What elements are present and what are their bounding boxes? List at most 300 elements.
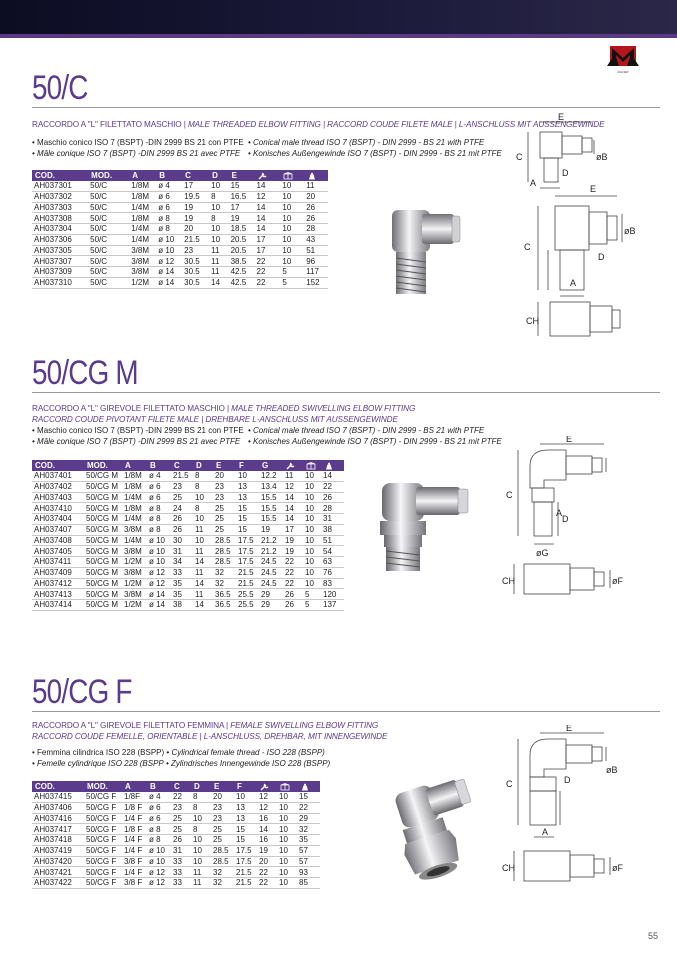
section-title: 50/C [32, 69, 88, 107]
bullet-de: • Zylindrisches Innengewinde ISO 228 (BSPP) [165, 759, 331, 768]
table-cell: 1/4M [129, 234, 156, 245]
table-row [32, 867, 320, 878]
table-cell: AH037412 [32, 578, 84, 589]
product-photo-50cgf [385, 770, 485, 882]
table-cell: 14 [193, 557, 213, 568]
table-cell: ø 10 [156, 245, 182, 256]
table-cell: 32 [297, 824, 320, 835]
column-header: F [234, 781, 257, 792]
table-cell: 10 [209, 224, 228, 235]
table-cell: ø 10 [156, 234, 182, 245]
table-cell: 31 [171, 845, 191, 856]
table-cell: 10 [191, 845, 211, 856]
table-cell: 30.5 [182, 256, 209, 267]
table-cell: ø 14 [156, 267, 182, 278]
table-cell: 51 [321, 535, 344, 546]
table-cell: 22 [283, 557, 303, 568]
table-cell: 14 [283, 514, 303, 525]
table-cell: 31 [171, 546, 193, 557]
table-cell: 26 [283, 600, 303, 611]
table-cell: 26 [283, 589, 303, 600]
table-cell: 21.5 [236, 567, 259, 578]
table-cell: ø 12 [156, 256, 182, 267]
table-cell: 8 [193, 471, 213, 481]
table-cell: AH037401 [32, 471, 84, 481]
table-cell: 1/2M [122, 557, 147, 568]
table-cell: ø 12 [147, 878, 171, 889]
description-line [32, 403, 662, 414]
table-cell: 24.5 [259, 578, 283, 589]
table-cell: 25 [171, 824, 191, 835]
table-cell: 14 [255, 224, 281, 235]
table-cell: 51 [304, 245, 328, 256]
table-cell: 38.5 [229, 256, 255, 267]
table-cell: 1/8M [129, 213, 156, 224]
bullet-fr: • Mâle conique ISO 7 (BSPT) -DIN 2999 BS 21 avec PTFE [32, 437, 241, 446]
table-cell: 10 [193, 535, 213, 546]
table-cell: 15 [229, 181, 255, 191]
column-header: E [211, 781, 234, 792]
table-row [32, 202, 328, 213]
column-header: C [182, 170, 209, 181]
table-cell: 3/8M [129, 256, 156, 267]
weight-icon [307, 172, 317, 180]
table-cell: 15 [234, 824, 257, 835]
table-cell: 50/C [88, 213, 129, 224]
table-cell: 13.4 [259, 481, 283, 492]
table-row [32, 878, 320, 889]
dim-label: D [562, 168, 569, 178]
table-cell: 25 [211, 835, 234, 846]
table-cell: 120 [321, 589, 344, 600]
table-cell: 12 [255, 191, 281, 202]
table-row [32, 267, 328, 278]
table-cell: 28 [304, 224, 328, 235]
table-cell: 137 [321, 600, 344, 611]
table-cell: 8 [209, 213, 228, 224]
bullet-it: • Maschio conico ISO 7 (BSPT) -DIN 2999 BS 21 con PTFE [32, 426, 244, 435]
table-cell: ø 8 [156, 213, 182, 224]
table-cell: 24.5 [259, 557, 283, 568]
table-cell: 10 [277, 835, 297, 846]
table-cell: 33 [171, 878, 191, 889]
table-cell: 28 [321, 503, 344, 514]
table-cell: 28.5 [213, 546, 236, 557]
table-cell: 50/CG M [84, 514, 122, 525]
table-row [32, 277, 328, 288]
table-cell: 3/8M [122, 589, 147, 600]
table-cell: AH037407 [32, 524, 84, 535]
table-row [32, 792, 320, 802]
logo-icon [605, 46, 641, 70]
table-cell: 25 [171, 813, 191, 824]
bullet-en: • Conical male thread ISO 7 (BSPT) - DIN 2999 - BS 21 with PTFE [248, 138, 485, 147]
table-cell: 85 [297, 878, 320, 889]
table-cell: AH037413 [32, 589, 84, 600]
table-cell: 10 [191, 856, 211, 867]
bullet-it: • Femmina cilindrica ISO 228 (BSPP) [32, 748, 165, 757]
table-cell: 10 [303, 481, 321, 492]
table-row [32, 213, 328, 224]
table-cell: 50/CG M [84, 557, 122, 568]
table-cell: ø 8 [156, 224, 182, 235]
table-cell: 50/CG M [84, 481, 122, 492]
table-cell: 63 [321, 557, 344, 568]
table-cell: 50/CG F [84, 867, 122, 878]
table-cell: 10 [280, 256, 304, 267]
dim-label: D [598, 252, 605, 262]
table-cell: 42.5 [229, 267, 255, 278]
table-cell: 22 [255, 277, 281, 288]
table-cell: 28.5 [213, 557, 236, 568]
column-header: MOD. [84, 781, 122, 792]
table-cell: 26 [304, 202, 328, 213]
technical-drawing-50cgm [500, 436, 650, 606]
table-cell: 20.5 [229, 245, 255, 256]
dim-label: C [524, 242, 531, 252]
table-cell: 19 [283, 535, 303, 546]
table-cell: 15 [236, 524, 259, 535]
table-cell: 10 [277, 813, 297, 824]
column-header: A [122, 781, 147, 792]
column-header: A [129, 170, 156, 181]
table-cell: 1/8M [122, 471, 147, 481]
table-cell: 22 [255, 267, 281, 278]
table-cell: 19 [182, 213, 209, 224]
table-row [32, 813, 320, 824]
column-header: B [156, 170, 182, 181]
table-cell: 23 [211, 802, 234, 813]
description-translations: MALE THREADED ELBOW FITTING | RACCORD COUDE FILETE MALE | L-ANSCHLUSS MIT AUSSENGEWINDE [187, 120, 605, 129]
dim-label: øF [612, 576, 623, 586]
table-cell: 17.5 [236, 557, 259, 568]
table-cell: 21.5 [234, 867, 257, 878]
column-header: D [209, 170, 228, 181]
table-cell: 20 [213, 471, 236, 481]
dim-label: C [506, 490, 513, 500]
table-cell: 1/8M [129, 181, 156, 191]
table-cell: 28.5 [211, 856, 234, 867]
table-cell: 22 [297, 802, 320, 813]
table-cell: 10 [303, 578, 321, 589]
table-cell: 10 [209, 181, 228, 191]
table-cell: 23 [182, 245, 209, 256]
table-cell: ø 6 [156, 202, 182, 213]
table-cell: 21.5 [236, 578, 259, 589]
table-cell: 28.5 [211, 845, 234, 856]
bullet-fr: • Mâle conique ISO 7 (BSPT) -DIN 2999 BS 21 avec PTFE [32, 149, 241, 158]
table-cell: 15 [297, 792, 320, 802]
table-cell: 21.5 [171, 471, 193, 481]
dim-label: C [516, 152, 523, 162]
section-50cgm [32, 355, 662, 393]
table-cell: 12.2 [259, 471, 283, 481]
table-cell: AH037307 [32, 256, 88, 267]
brand-logo [605, 46, 641, 74]
table-cell: 25 [213, 514, 236, 525]
table-cell: 14 [283, 492, 303, 503]
table-cell: AH037404 [32, 514, 84, 525]
table-row [32, 856, 320, 867]
table-cell: 50/CG M [84, 492, 122, 503]
table-cell: 22 [283, 578, 303, 589]
box-icon [283, 172, 293, 180]
table-cell: ø 8 [147, 835, 171, 846]
table-cell: ø 6 [156, 191, 182, 202]
column-header-wrench-icon [283, 460, 303, 471]
table-cell: 15 [236, 503, 259, 514]
table-cell: 29 [259, 589, 283, 600]
table-cell: 10 [280, 245, 304, 256]
table-cell: AH037305 [32, 245, 88, 256]
table-cell: ø 10 [147, 546, 171, 557]
dim-label: øB [606, 765, 618, 775]
table-cell: 12 [257, 792, 277, 802]
description-fr-de: RACCORD COUDE FEMELLE, ORIENTABLE | L-ANSCHLUSS, DREHBAR, MIT INNENGEWINDE [32, 732, 388, 741]
dim-label: A [556, 508, 563, 518]
table-cell: AH037303 [32, 202, 88, 213]
table-cell: 1/2M [122, 600, 147, 611]
table-cell: 17.5 [234, 845, 257, 856]
table-cell: AH037409 [32, 567, 84, 578]
technical-drawing-50c [510, 110, 650, 342]
table-cell: 22 [283, 567, 303, 578]
table-cell: AH037411 [32, 557, 84, 568]
table-cell: AH037415 [32, 792, 84, 802]
table-cell: AH037306 [32, 234, 88, 245]
table-cell: 8 [191, 824, 211, 835]
wrench-icon [260, 783, 270, 791]
table-cell: 117 [304, 267, 328, 278]
table-cell: 13 [236, 481, 259, 492]
description-line [32, 414, 662, 425]
table-cell: 10 [277, 856, 297, 867]
table-cell: 50/CG M [84, 567, 122, 578]
table-row [32, 492, 344, 503]
section-divider [32, 711, 660, 712]
wrench-icon [258, 172, 268, 180]
table-cell: 10 [193, 492, 213, 503]
table-cell: 10 [277, 792, 297, 802]
wrench-icon [286, 462, 296, 470]
section-title: 50/CG F [32, 673, 132, 711]
bullet-en: • Conical male thread ISO 7 (BSPT) - DIN 2999 - BS 21 with PTFE [248, 426, 485, 435]
dim-label: CH [502, 863, 515, 873]
brand-name: AIGNEP [617, 70, 629, 74]
table-cell: 26 [171, 524, 193, 535]
dim-label: A [530, 178, 537, 188]
table-cell: 38 [171, 600, 193, 611]
product-photo-50cgm [370, 475, 480, 575]
table-cell: 36.5 [213, 589, 236, 600]
table-row [32, 514, 344, 525]
weight-icon [300, 783, 310, 791]
table-cell: 76 [321, 567, 344, 578]
table-cell: 8 [209, 191, 228, 202]
table-cell: 50/CG F [84, 792, 122, 802]
section-divider [32, 392, 660, 393]
table-cell: 17 [255, 245, 281, 256]
table-cell: 1/4 F [122, 867, 147, 878]
table-cell: 25 [171, 492, 193, 503]
table-cell: 1/8 F [122, 824, 147, 835]
table-cell: 50/CG F [84, 835, 122, 846]
table-cell: 57 [297, 856, 320, 867]
table-cell: AH037309 [32, 267, 88, 278]
table-cell: 10 [280, 234, 304, 245]
table-cell: 22 [257, 878, 277, 889]
bullet-it: • Maschio conico ISO 7 (BSPT) -DIN 2999 BS 21 con PTFE [32, 138, 244, 147]
table-row [32, 234, 328, 245]
table-cell: 19.5 [182, 191, 209, 202]
table-cell: 12 [283, 481, 303, 492]
table-cell: 50/CG F [84, 802, 122, 813]
table-cell: 20 [182, 224, 209, 235]
column-header: F [236, 460, 259, 471]
table-row [32, 567, 344, 578]
table-cell: 22 [171, 792, 191, 802]
product-photo-50c [380, 200, 465, 300]
table-cell: 50/CG M [84, 600, 122, 611]
table-row [32, 802, 320, 813]
table-cell: 50/C [88, 224, 129, 235]
table-cell: ø 10 [147, 856, 171, 867]
table-cell: ø 8 [147, 524, 171, 535]
table-cell: 20 [304, 191, 328, 202]
table-row [32, 589, 344, 600]
description-en: FEMALE SWIVELLING ELBOW FITTING [230, 721, 379, 730]
table-cell: 19 [182, 202, 209, 213]
table-cell: 30 [171, 535, 193, 546]
column-header-weight-icon [297, 781, 320, 792]
table-cell: 21.2 [259, 535, 283, 546]
table-cell: AH037417 [32, 824, 84, 835]
table-row [32, 245, 328, 256]
table-cell: 11 [193, 567, 213, 578]
table-cell: 10 [209, 202, 228, 213]
table-cell: 10 [303, 535, 321, 546]
table-cell: 25 [213, 503, 236, 514]
table-cell: 20 [257, 856, 277, 867]
spec-table-50c [32, 170, 328, 289]
table-cell: 29 [259, 600, 283, 611]
table-cell: 14 [257, 824, 277, 835]
description-it: RACCORDO A "L" GIREVOLE FILETTATO MASCHIO | [32, 404, 232, 413]
table-cell: 50/C [88, 267, 129, 278]
table-cell: 50/C [88, 191, 129, 202]
table-cell: AH037420 [32, 856, 84, 867]
table-cell: 35 [297, 835, 320, 846]
dim-label: A [542, 827, 549, 837]
table-cell: 1/4M [122, 514, 147, 525]
table-cell: 33 [171, 867, 191, 878]
section-title: 50/CG M [32, 354, 138, 392]
table-row [32, 845, 320, 856]
table-cell: ø 8 [147, 514, 171, 525]
table-cell: 11 [209, 267, 228, 278]
table-cell: 10 [277, 802, 297, 813]
table-cell: AH037419 [32, 845, 84, 856]
table-cell: 16 [257, 813, 277, 824]
table-cell: 50/CG M [84, 546, 122, 557]
table-cell: 10 [303, 546, 321, 557]
table-cell: ø 14 [156, 277, 182, 288]
table-cell: 31 [321, 514, 344, 525]
dim-label: A [570, 278, 577, 288]
table-cell: 35 [171, 578, 193, 589]
table-cell: 17.5 [236, 546, 259, 557]
column-header: A [122, 460, 147, 471]
table-row [32, 181, 328, 191]
table-cell: 22 [257, 867, 277, 878]
table-row [32, 481, 344, 492]
column-header-box-icon [277, 781, 297, 792]
table-row [32, 224, 328, 235]
table-row [32, 524, 344, 535]
banner-stripe [0, 34, 677, 38]
column-header: B [147, 460, 171, 471]
table-cell: 1/4M [129, 202, 156, 213]
table-cell: 5 [303, 600, 321, 611]
table-cell: ø 4 [147, 792, 171, 802]
table-row [32, 557, 344, 568]
table-cell: 25 [211, 824, 234, 835]
top-banner [0, 0, 677, 38]
table-cell: 50/CG M [84, 503, 122, 514]
bullet-de: • Konisches Außengewinde ISO 7 (BSPT) - DIN 2999 - BS 21 mit PTFE [248, 437, 502, 446]
table-cell: 22 [321, 481, 344, 492]
table-cell: 26 [171, 514, 193, 525]
column-header: C [171, 781, 191, 792]
table-cell: AH037402 [32, 481, 84, 492]
table-row [32, 835, 320, 846]
table-cell: 1/4M [122, 535, 147, 546]
table-cell: 50/CG M [84, 589, 122, 600]
dim-label: E [566, 725, 573, 733]
table-cell: ø 12 [147, 578, 171, 589]
table-row [32, 191, 328, 202]
table-cell: 50/CG F [84, 813, 122, 824]
table-cell: 1/8 F [122, 802, 147, 813]
column-header: MOD. [88, 170, 129, 181]
table-cell: AH037310 [32, 277, 88, 288]
table-cell: 10 [280, 202, 304, 213]
table-cell: 21.5 [234, 878, 257, 889]
table-cell: 15.5 [259, 492, 283, 503]
table-cell: 11 [209, 245, 228, 256]
table-cell: 1/4 F [122, 835, 147, 846]
table-cell: 15 [236, 514, 259, 525]
box-icon [280, 783, 290, 791]
table-cell: 23 [211, 813, 234, 824]
spec-table-50cgm [32, 460, 344, 611]
table-cell: 1/2M [122, 578, 147, 589]
table-cell: AH037406 [32, 802, 84, 813]
table-cell: 11 [191, 867, 211, 878]
table-row [32, 824, 320, 835]
table-cell: 17 [229, 202, 255, 213]
table-cell: AH037301 [32, 181, 88, 191]
dim-label: øB [596, 152, 608, 162]
table-cell: 24.5 [259, 567, 283, 578]
table-cell: 1/8M [122, 481, 147, 492]
column-header: D [193, 460, 213, 471]
table-cell: ø 8 [147, 824, 171, 835]
table-row [32, 535, 344, 546]
dim-label: E [590, 184, 597, 194]
table-cell: 30.5 [182, 277, 209, 288]
table-cell: 10 [236, 471, 259, 481]
